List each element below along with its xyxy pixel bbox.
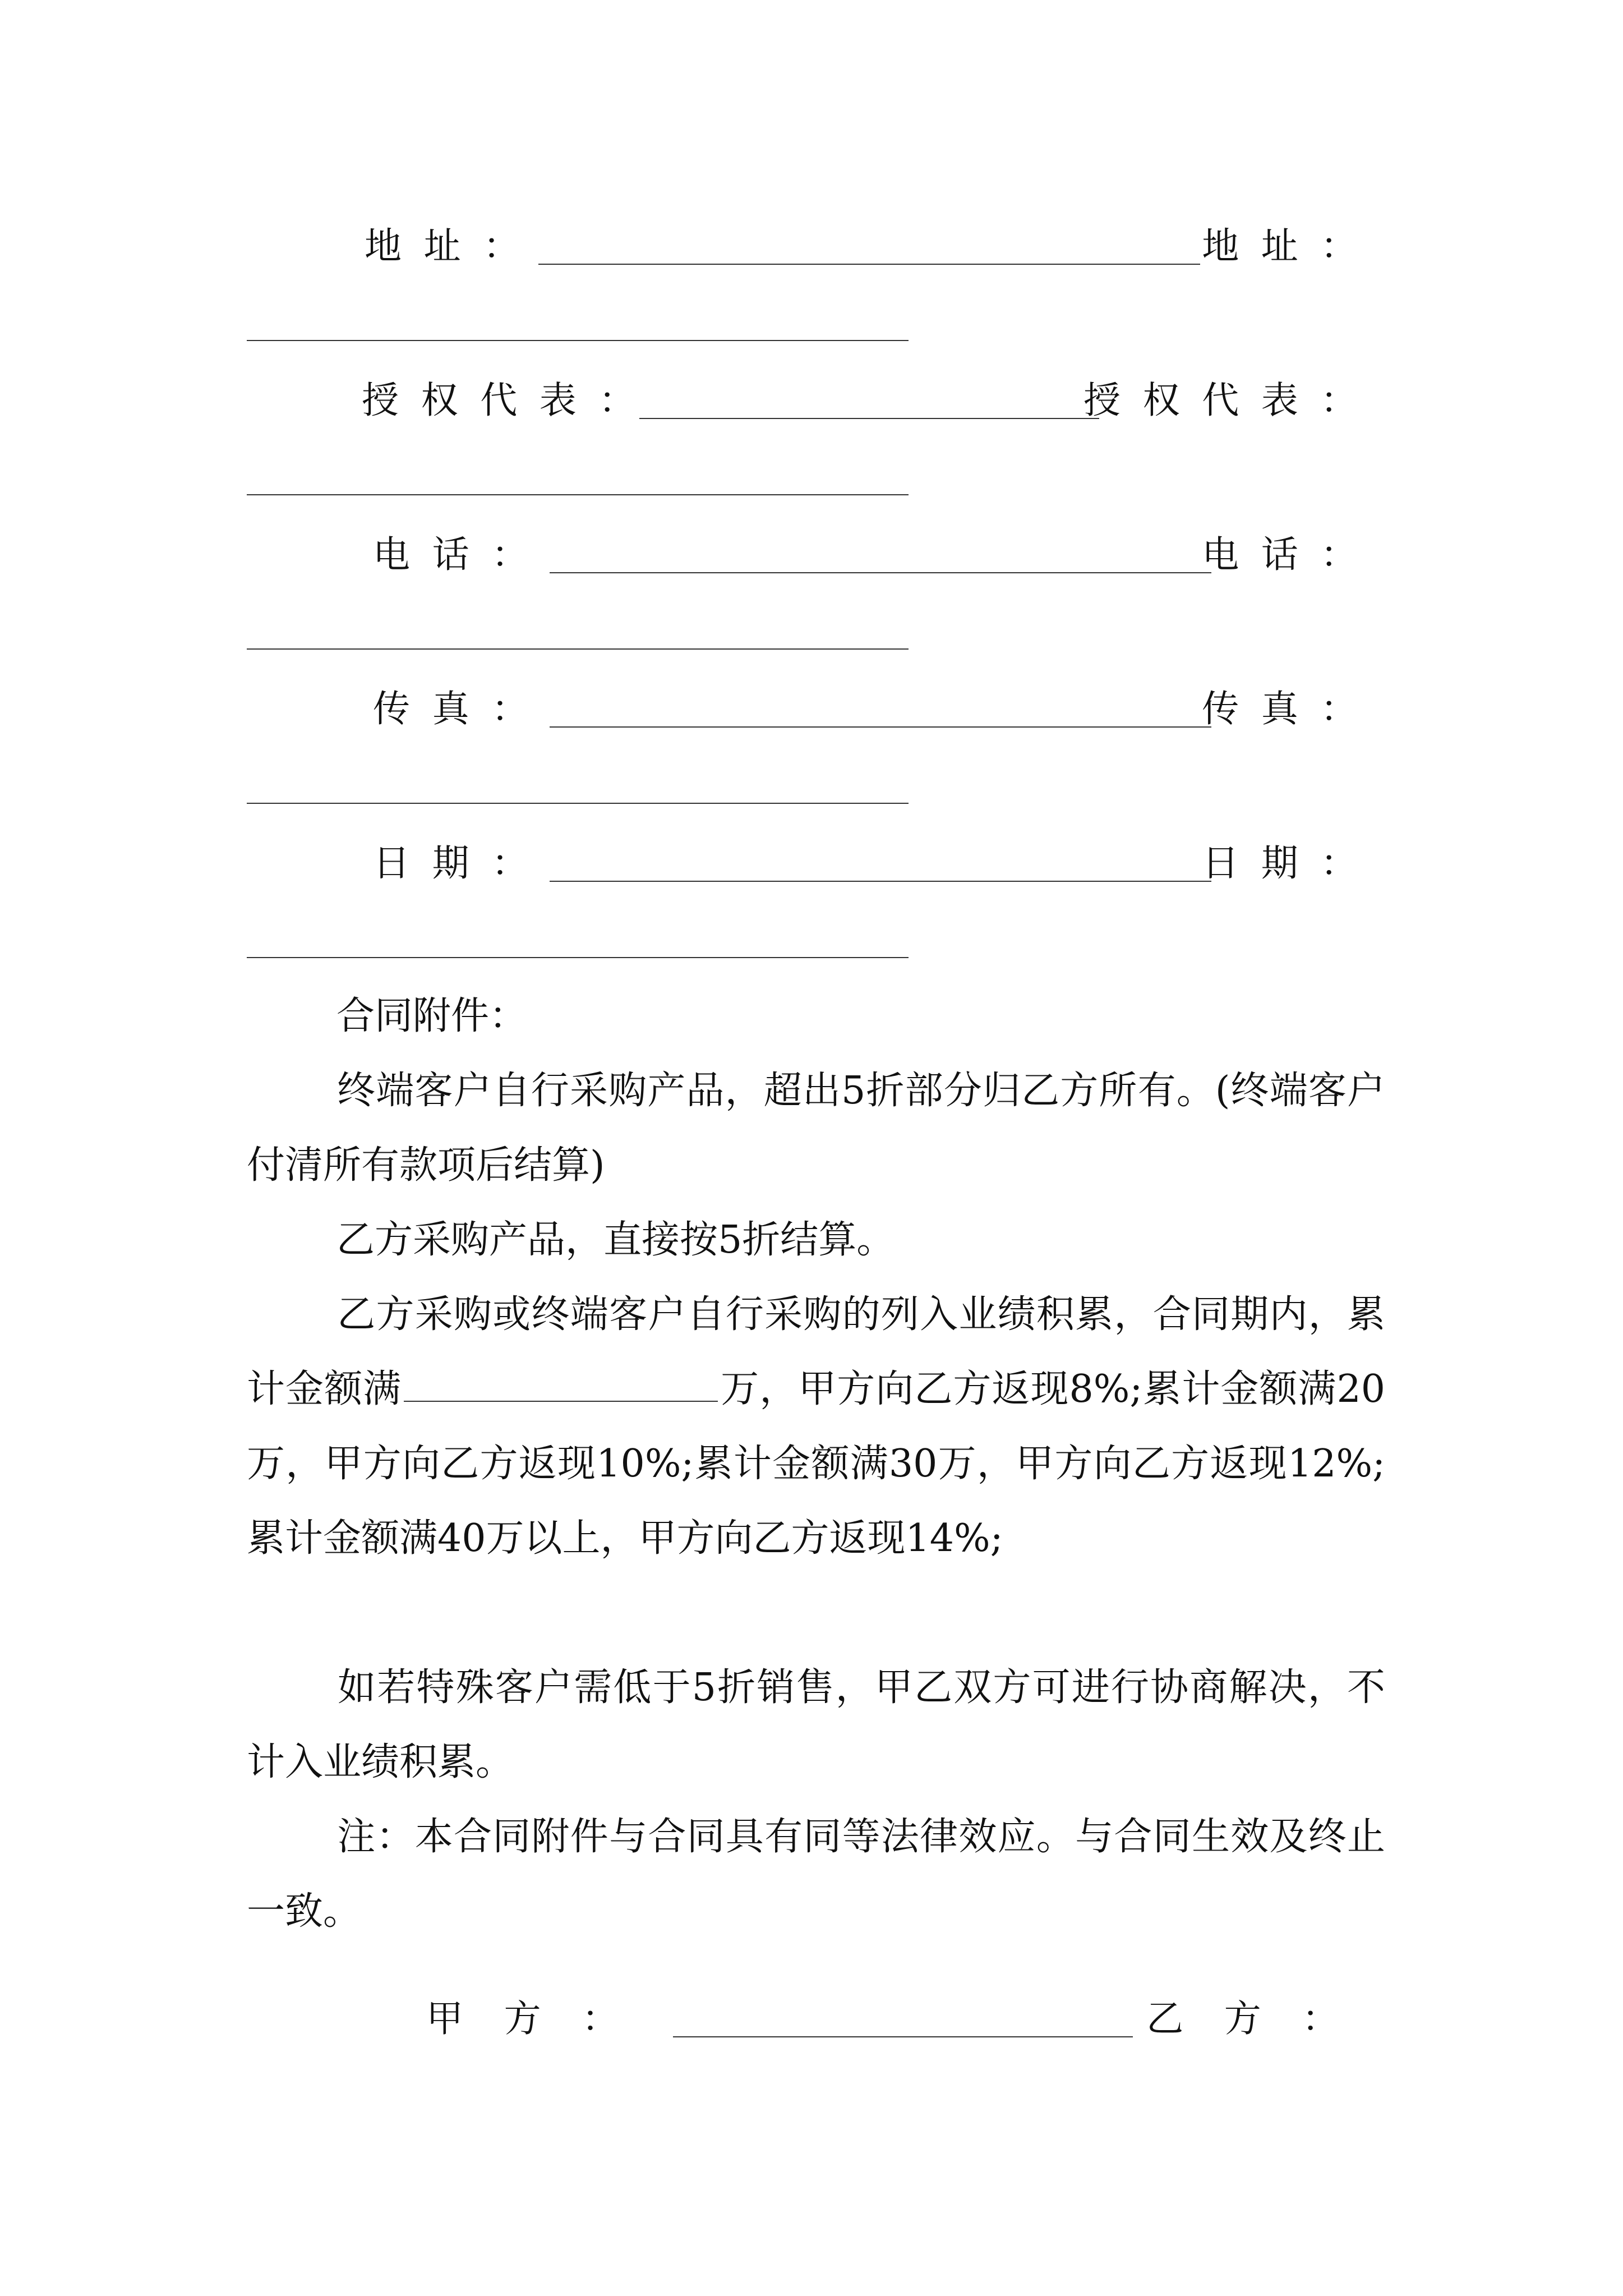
party-b-date-field[interactable] <box>247 957 909 958</box>
party-b-fax-label: 传真： <box>1202 687 1380 730</box>
attachment-heading-text: 合同附件： <box>336 994 528 1038</box>
fax-row <box>247 670 1380 732</box>
attachment-note-text: 注：本合同附件与合同具有同等法律效应。与合同生效及终止一致。 <box>247 1815 1385 1934</box>
attachment-clause-4-text: 如若特殊客户需低于5折销售，甲乙双方可进行协商解决，不计入业绩积累。 <box>247 1665 1385 1784</box>
threshold-amount-field[interactable] <box>404 1401 718 1402</box>
attachment-note <box>247 1800 1385 1949</box>
attachment-clause-1 <box>247 1053 1385 1203</box>
attachment-clause-3 <box>247 1277 1385 1576</box>
attachment-clause-4 <box>247 1650 1385 1800</box>
party-a-representative-label: 授权代表： <box>362 379 658 422</box>
party-b-representative-label: 授权代表： <box>1083 379 1380 422</box>
attachment-clause-3-text-before: 乙方采购或终端客户自行采购的列入业绩积累，合同期内，累计金额满 <box>247 1292 1385 1411</box>
address-row <box>247 208 1380 269</box>
party-a-phone-label: 电话： <box>373 533 551 576</box>
party-a-address-label: 地址： <box>365 224 542 268</box>
parties-row <box>247 1980 1380 2042</box>
representative-row <box>247 362 1380 424</box>
party-a-representative-field[interactable] <box>639 418 1099 419</box>
party-b-representative-field[interactable] <box>247 494 909 495</box>
phone-row <box>247 516 1380 578</box>
party-a-phone-field[interactable] <box>550 572 1211 573</box>
party-b-phone-label: 电话： <box>1202 533 1380 576</box>
party-b-phone-field[interactable] <box>247 648 909 650</box>
attachment-clause-2-text: 乙方采购产品，直接按5折结算。 <box>336 1218 895 1262</box>
attachment-clause-3-text-after: 万，甲方向乙方返现8%;累计金额满20万，甲方向乙方返现10%;累计金额满30万，甲方向乙方返现12%;累计金额满40万以上，甲方向乙方返现14%; <box>247 1367 1385 1561</box>
party-a-fax-label: 传真： <box>373 687 551 730</box>
party-b-address-label: 地址： <box>1202 224 1380 268</box>
attachment-clause-2 <box>247 1203 1385 1277</box>
attachment-clause-1-text: 终端客户自行采购产品，超出5折部分归乙方所有。(终端客户付清所有款项后结算) <box>247 1069 1385 1188</box>
party-a-date-label: 日期： <box>373 841 551 885</box>
party-a-signature-field[interactable] <box>673 2036 1133 2037</box>
party-a-date-field[interactable] <box>550 881 1211 882</box>
party-b-fax-field[interactable] <box>247 803 909 804</box>
party-b-label: 乙方： <box>1146 1997 1380 2040</box>
date-row <box>247 825 1380 886</box>
party-a-fax-field[interactable] <box>550 726 1211 728</box>
party-a-address-field[interactable] <box>538 264 1200 265</box>
party-b-date-label: 日期： <box>1202 841 1380 885</box>
party-b-address-field[interactable] <box>247 340 909 341</box>
attachment-heading <box>247 979 1385 1053</box>
party-a-label: 甲方： <box>426 1997 660 2040</box>
